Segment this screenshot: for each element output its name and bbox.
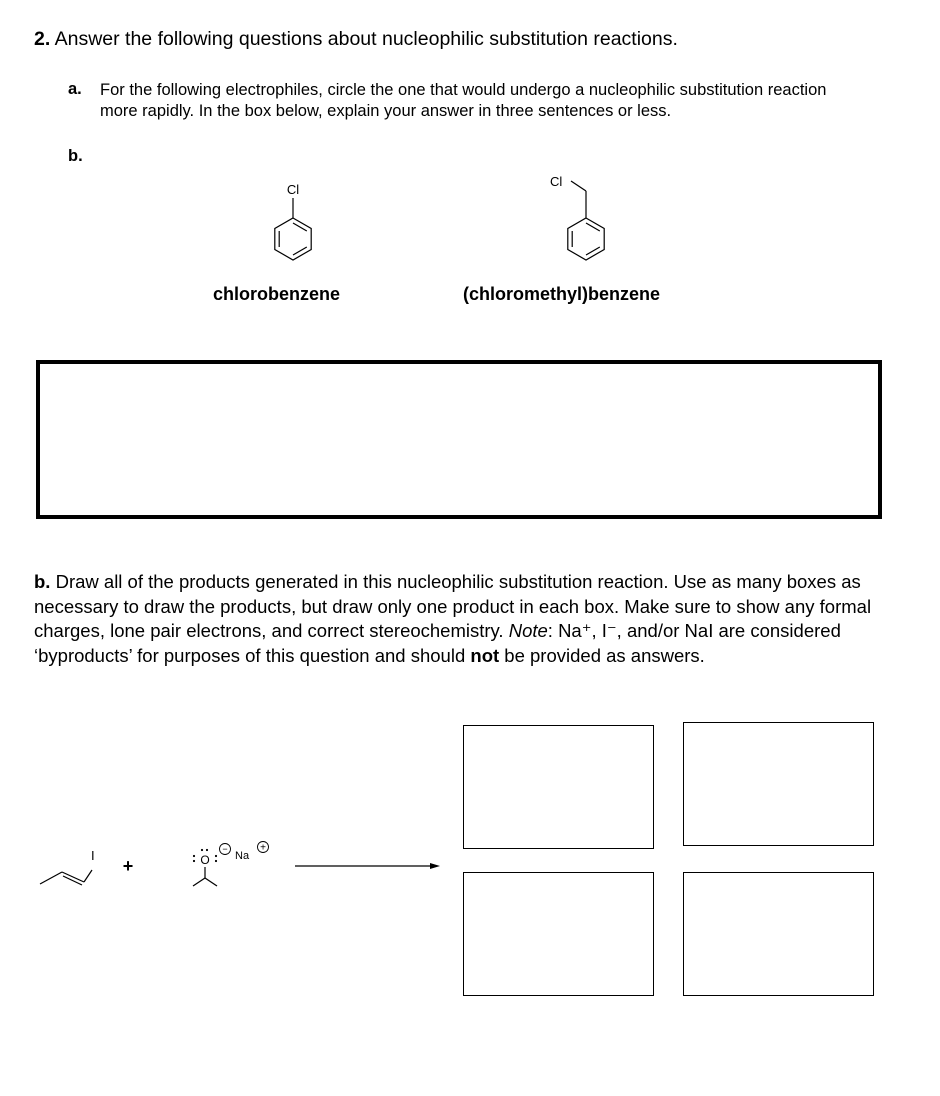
product-box-2[interactable]: [683, 722, 874, 846]
oxygen-atom: O: [200, 853, 210, 867]
plus-sign: +: [122, 856, 134, 876]
part-b-instructions: [34, 570, 894, 668]
chloromethylbenzene-structure: [540, 166, 630, 274]
reaction-scheme: [30, 830, 450, 900]
chlorobenzene-cl-atom: Cl: [286, 182, 300, 197]
alkyl-iodide-structure: [40, 848, 95, 885]
chloromethylbenzene-label: (chloromethyl)benzene: [463, 284, 661, 304]
question-title: [34, 28, 678, 51]
sodium-ion: Na: [235, 850, 250, 862]
iodine-atom: I: [91, 848, 95, 863]
product-box-4[interactable]: [683, 872, 874, 996]
part-b-text-2: : Na⁺, I⁻, and/or NaI are considered ‘byproducts’ for purposes of this question and should: [34, 620, 841, 666]
chlorobenzene-label: chlorobenzene: [213, 284, 341, 304]
part-a-instructions: For the following electrophiles, circle the one that would undergo a nucleophilic substitution reaction more rapidly. In the box below, explain your answer in three sentences or less.: [100, 81, 827, 120]
question-title-text: Answer the following questions about nucleophilic substitution reactions.: [54, 28, 678, 50]
chloromethylbenzene-cl-atom: Cl: [550, 174, 563, 189]
note-label: Note: [508, 620, 548, 641]
positive-charge: +: [260, 842, 266, 854]
explanation-answer-box[interactable]: [36, 360, 882, 519]
part-b-text-1: Draw all of the products generated in this nucleophilic substitution reaction. Use as many boxes as necessary to draw the products, but draw only one product in each box. Make sure to show any formal charges, lone pair electrons, and correct stereochemistry.: [34, 571, 872, 641]
part-a-label: a.: [68, 80, 82, 98]
product-box-3[interactable]: [463, 872, 654, 996]
part-b-text-3: be provided as answers.: [499, 644, 705, 666]
product-box-1[interactable]: [463, 725, 654, 849]
not-emphasis: not: [470, 644, 500, 666]
isopropoxide-structure: [193, 842, 269, 887]
reaction-arrow-head: [430, 863, 440, 869]
question-number: 2.: [34, 28, 51, 50]
chlorobenzene-structure: [255, 178, 331, 274]
negative-charge: −: [222, 844, 228, 854]
stray-part-label: b.: [68, 147, 83, 165]
part-b-label: b.: [34, 571, 51, 592]
